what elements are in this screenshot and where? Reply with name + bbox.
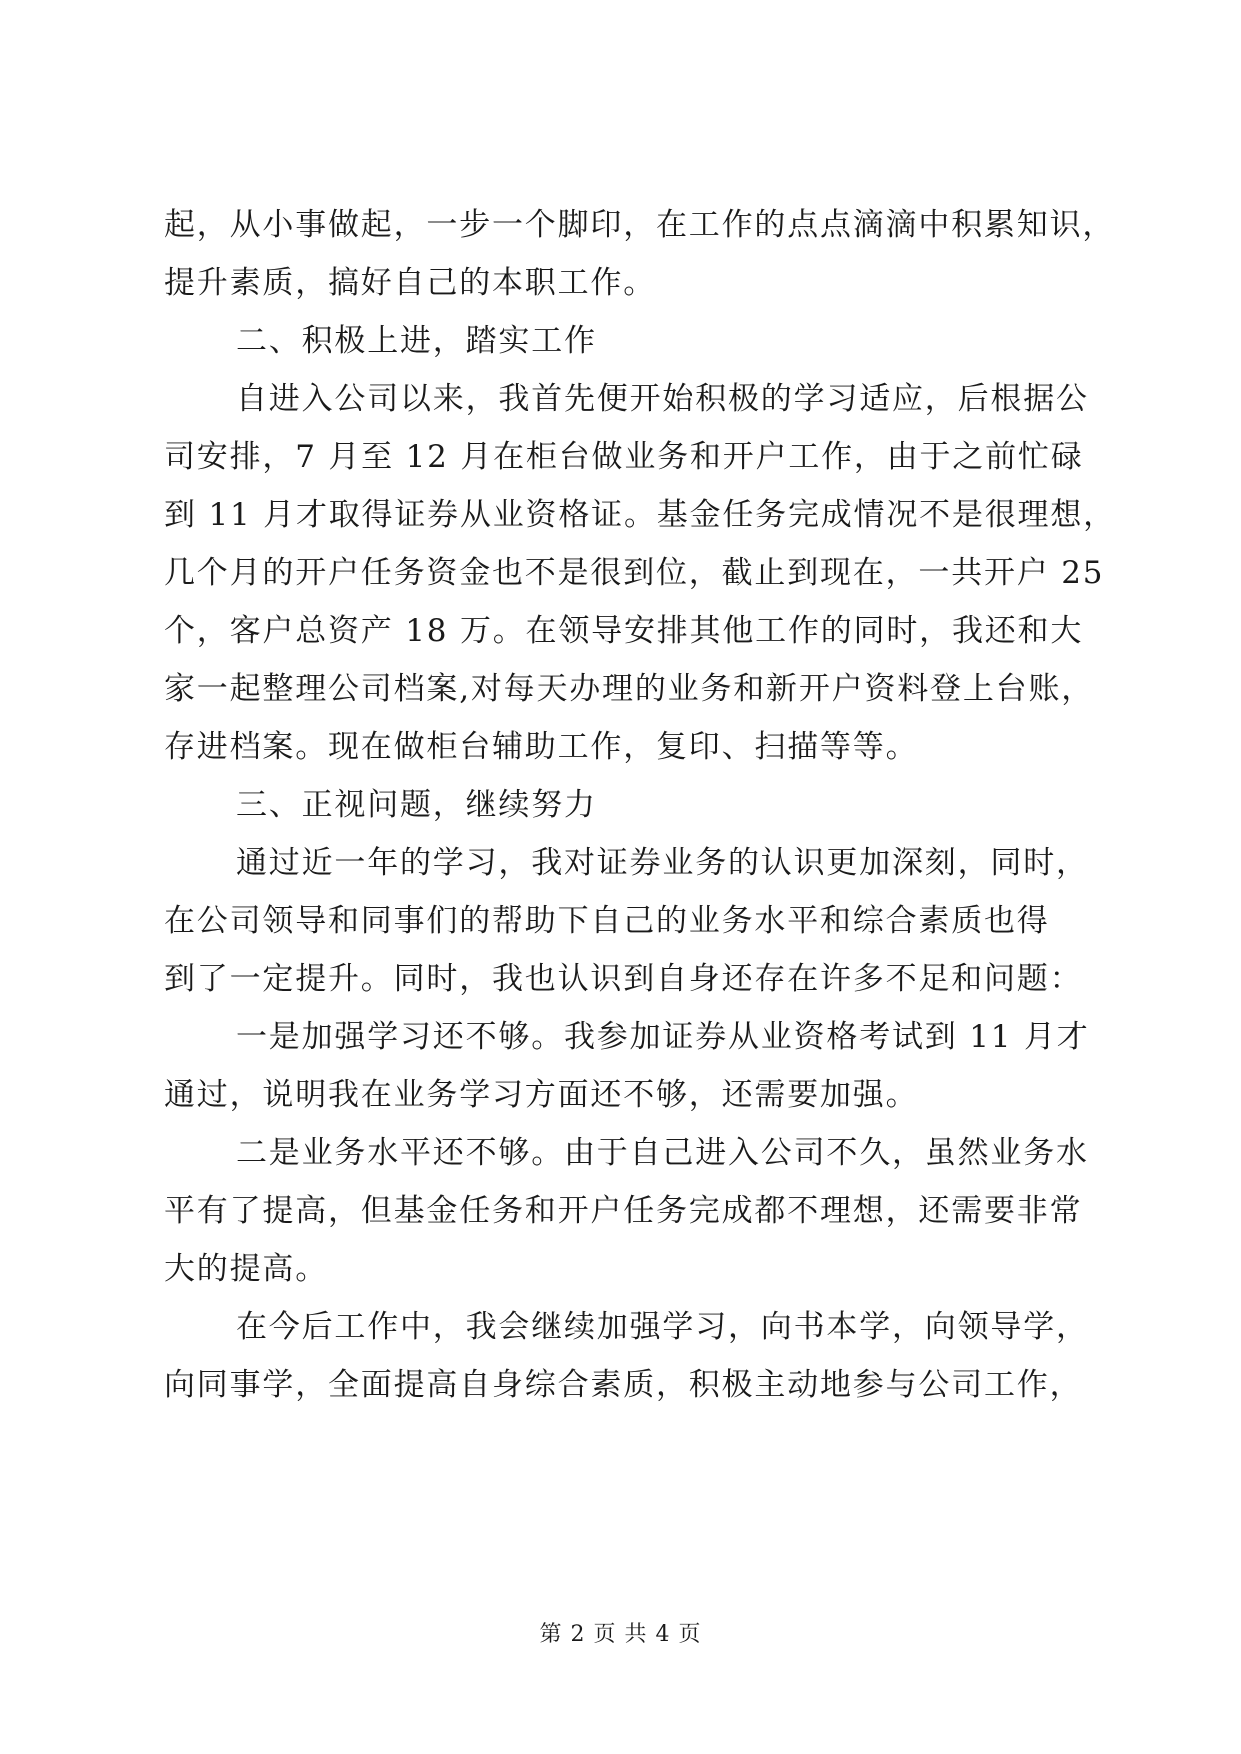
- text-line: 在今后工作中，我会继续加强学习，向书本学，向领导学，: [236, 1309, 1089, 1345]
- text-line: 家一起整理公司档案,对每天办理的业务和新开户资料登上台账，: [164, 671, 1095, 707]
- text-line: 一是加强学习还不够。我参加证券从业资格考试到 11 月才: [236, 1019, 1090, 1055]
- document-body: [164, 196, 1116, 1414]
- text-line: 起，从小事做起，一步一个脚印，在工作的点点滴滴中积累知识，: [164, 207, 1116, 243]
- text-line: 存进档案。现在做柜台辅助工作，复印、扫描等等。: [164, 729, 919, 765]
- text-line: 向同事学，全面提高自身综合素质，积极主动地参与公司工作，: [164, 1367, 1083, 1403]
- text-line: 到了一定提升。同时，我也认识到自身还存在许多不足和问题：: [164, 961, 1083, 997]
- page-footer: 第 2 页 共 4 页: [539, 1622, 702, 1647]
- text-line: 到 11 月才取得证券从业资格证。基金任务完成情况不是很理想，: [164, 497, 1116, 533]
- text-line: 几个月的开户任务资金也不是很到位，截止到现在，一共开户 25: [164, 555, 1105, 591]
- text-line: 个，客户总资产 18 万。在领导安排其他工作的同时，我还和大: [164, 613, 1084, 649]
- text-line: 通过，说明我在业务学习方面还不够，还需要加强。: [164, 1077, 919, 1113]
- text-line: 二、积极上进，踏实工作: [236, 323, 597, 359]
- text-line: 提升素质，搞好自己的本职工作。: [164, 265, 656, 301]
- text-line: 大的提高。: [164, 1251, 328, 1287]
- text-line: 三、正视问题，继续努力: [236, 787, 597, 823]
- text-line: 自进入公司以来，我首先便开始积极的学习适应，后根据公: [236, 381, 1089, 417]
- text-line: 平有了提高，但基金任务和开户任务完成都不理想，还需要非常: [164, 1193, 1083, 1229]
- text-line: 通过近一年的学习，我对证券业务的认识更加深刻，同时，: [236, 845, 1089, 881]
- text-line: 司安排，7 月至 12 月在柜台做业务和开户工作，由于之前忙碌: [164, 439, 1084, 475]
- text-line: 二是业务水平还不够。由于自己进入公司不久，虽然业务水: [236, 1135, 1089, 1171]
- text-line: 在公司领导和同事们的帮助下自己的业务水平和综合素质也得: [164, 903, 1050, 939]
